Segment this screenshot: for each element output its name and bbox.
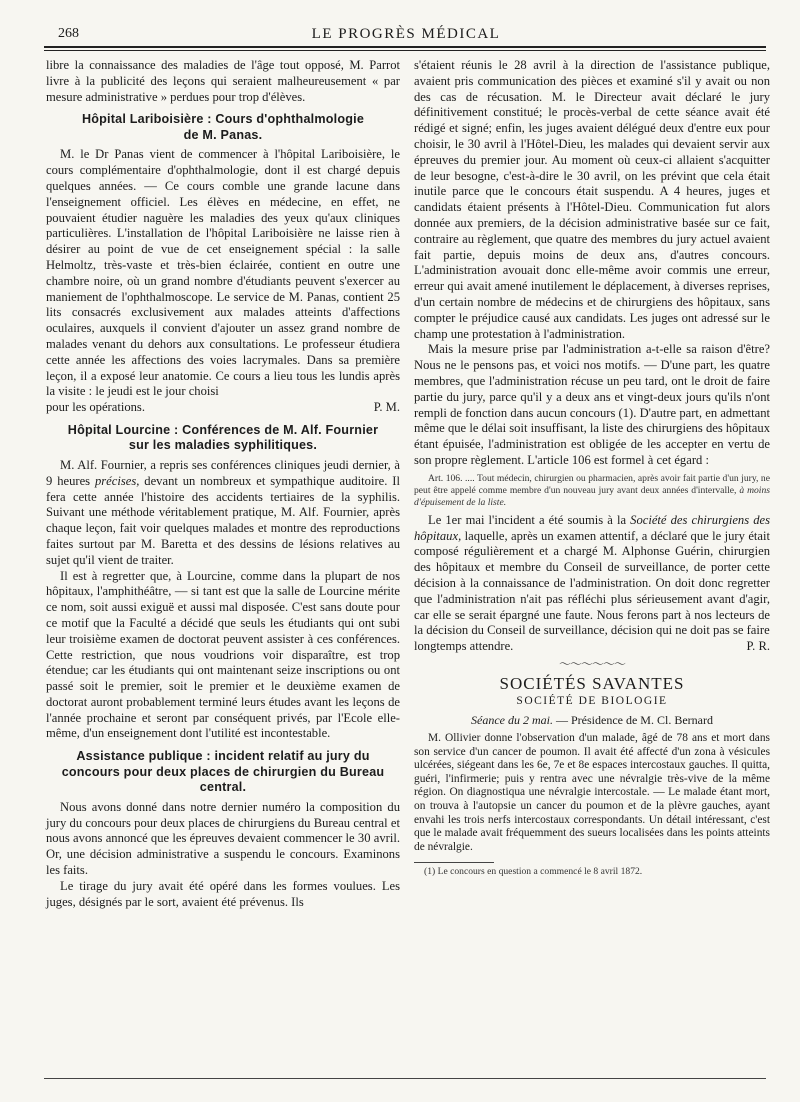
paragraph: s'étaient réunis le 28 avril à la direction de l'assistance publique, avaient pris communication des pièces et examiné s'il y avait ou non des cas de récusation. M. le Directeur avait déclaré le jury définitivement constitué; le procès-verbal de cette séance avait été rédigé et signé; enfin, les juges avaient délégué deux d'entre eux pour choisir, le 30 avril à l'Hôtel-Dieu, les malades qui devaient servir aux épreuves du premier jour. Au moment où ceux-ci allaient s'acquitter de leur besogne, c'est-à-dire le 30 avril, on les prévint que cela était inutile parce que le concours était suspendu. A 4 heures, juges et candidats étaient présents à l'Hôtel-Dieu. Communication fut alors donnée aux premiers, de la décision administrative basée sur ce fait, contraire au règlement, que quatre des membres du jury actuel avaient fait partie, depuis moins de deux ans, d'autres concours. L'administration avouait donc elle-même avoir commis une erreur, erreur qui avait amené inutilement le déplacement, à diverses reprises, d'un certain nombre de médecins et de chirurgiens des hôpitaux, sans compter le préjudice causé aux candidats. Les juges ont adressé sur le champ une protestation à l'administration.	[414, 58, 770, 341]
section-heading-assistance: Assistance publique : incident relatif au jury du concours pour deux places de chirurgien du Bureau central.	[61, 749, 385, 795]
page-number: 268	[58, 26, 79, 41]
signature-line	[414, 639, 770, 655]
footnote: (1) Le concours en question a commencé le 8 avril 1872.	[424, 866, 643, 878]
header-rule	[44, 46, 766, 48]
paragraph: M. Ollivier donne l'observation d'un malade, âgé de 78 ans et mort dans son service d'un cancer de poumon. Il avait été affecté d'un zona à vésicules ulcérées, siégeant dans les 6e, 7e et 8e espaces intercostaux gauches. Il quitta, guéri, l'infirmerie; puis y rentra avec une névralgie très-vive de la même région. On diagnostiqua une névralgie intercostale. — Le malade étant mort, on trouva à l'autopsie un cancer du poumon et de la plèvre gauches, ayant envahi les trois nerfs intercostaux correspondants. Un détail intéressant, c'est que le malade avait fréquemment des sueurs localisées dans les points atteints de névralgie.	[414, 732, 770, 853]
society-name: SOCIÉTÉ DE BIOLOGIE	[516, 695, 668, 708]
author-signature: P. R.	[746, 639, 770, 654]
journal-title: LE PROGRÈS MÉDICAL	[311, 26, 501, 42]
paragraph: Le 1er mai l'incident a été soumis à la Société des chirurgiens des hôpitaux, laquelle, après un examen attentif, a déclaré que le jury était composé régulièrement et a chargé M. Alphonse Guérin, chirurgien des hôpitaux et membre du Conseil de surveillance, de porter cette décision à la connaissance de l'administration. On doit donc regretter que l'administration n'ait pas réfléchi plus sérieusement avant d'agir, car elle se serait épargné une faute. Nous ferons part à nos lecteurs de la décision du Conseil de surveillance, décision qui ne doit pas se faire	[414, 512, 771, 638]
paragraph-end: longtemps attendre.	[414, 639, 514, 654]
left-column	[46, 58, 400, 910]
right-column	[414, 58, 770, 878]
session-line: Séance du 2 mai. — Présidence de M. Cl. Bernard	[471, 713, 713, 728]
paragraph: M. le Dr Panas vient de commencer à l'hôpital Lariboisière, le cours complémentaire d'ophthalmologie, dont il est chargé depuis quelques années. — Ce cours comble une grande lacune dans l'enseignement officiel. Les élèves en médecine, en effet, ne pouvaient étudier naguère les maladies des yeux qu'aux cliniques particulières. L'installation de l'hôpital Lariboisière ne laisse rien à désirer au point de vue de cet enseignement spécial : la salle Helmoltz, très-vaste et très-bien éclairée, contient en outre une chambre noire, où un grand nombre d'étudiants peuvent s'exercer au maniement de l'ophthalmoscope. Le service de M. Panas, contient 25 lits consacrés exclusivement aux malades atteints d'affections oculaires, auxquels il convient d'ajouter un assez grand nombre de malades venant du dehors aux consultations. Le professeur étudiera cette année les affections des voies lacrymales. Dans sa première leçon, il a exposé leur anatomie. Ce cours a lieu tous les lundis après la visite : le jeudi est le jour choisi	[46, 147, 400, 399]
header-rule-thin	[44, 50, 766, 51]
footnote-rule	[414, 862, 494, 863]
author-signature: P. M.	[373, 400, 400, 415]
paragraph: libre la connaissance des maladies de l'âge tout opposé, M. Parrot livre à la publicité des leçons qui seraient malheureusement « par mesure administrative » perdues pour trop d'élèves.	[46, 58, 400, 104]
signature-line	[46, 400, 400, 416]
section-heading-lariboisiere: Hôpital Lariboisière : Cours d'ophthalmologie de M. Panas.	[81, 112, 365, 142]
section-title: SOCIÉTÉS SAVANTES	[499, 673, 685, 693]
section-heading-lourcine: Hôpital Lourcine : Conférences de M. Alf. Fournier sur les maladies syphilitiques.	[67, 422, 379, 453]
page-header	[48, 26, 764, 44]
ornament-divider: 〜〜〜〜〜〜	[558, 656, 625, 671]
paragraph-end: pour les opérations.	[46, 400, 145, 415]
paragraph: Il est à regretter que, à Lourcine, comme dans la plupart de nos hôpitaux, l'amphithéâtre, — si tant est que la salle de Lourcine mérite ce nom, soit aussi exiguë et aussi mal disposée. C'est sans doute pour ce motif que la Faculté a décidé que seuls les étudiants qui ont subi leur troisième examen de doctorat peuvent assister à ces conférences. Cette restriction, que nous voudrions voir disparaître, est trop étendue; car les étudiants qui ont maintenant seize inscriptions ou ont passé soit le premier, soit le premier et le deuxième examen de doctorat auront probablement terminé leurs études avant les leçons de l'année prochaine et seront par conséquent privés, par l'Ecole elle-même, d'un enseignement dont l'utilité est incontestable.	[46, 568, 400, 741]
article-quote: Art. 106. .... Tout médecin, chirurgien ou pharmacien, après avoir fait partie d'un jury, ne peut être appelé comme membre d'un nouveau jury avant deux années d'intervalle, à moins d'épuisement de la liste.	[414, 472, 770, 508]
paragraph: M. Alf. Fournier, a repris ses conférences cliniques jeudi dernier, à 9 heures précises, devant un nombreux et sympathique auditoire. Il fera cette année l'histoire des accidents tertiaires de la syphilis. Suivant une méthode véritablement pratique, M. Alf. Fournier, après chaque leçon, fait voir quelques malades et montre des reproductions faites surtout par M. Baretta et des dessins de lésions relatives au sujet qu'il vient de traiter.	[46, 457, 400, 567]
bottom-rule	[44, 1078, 766, 1079]
paragraph: Nous avons donné dans notre dernier numéro la composition du jury du concours pour deux places de chirurgiens du Bureau central et nous avons annoncé que les épreuves devaient commencer le 30 avril. Or, une décision administrative a suspendu le concours. Examinons les faits.	[46, 799, 400, 877]
paragraph: Le tirage du jury avait été opéré dans les formes voulues. Les juges, désignés par le sort, avaient été prévenus. Ils	[46, 878, 400, 909]
paragraph: Mais la mesure prise par l'administration a-t-elle sa raison d'être? Nous ne le pensons pas, et voici nos motifs. — D'une part, les quatre membres, que l'administration récuse un peu tard, ont le droit de faire partie du jury, parce qu'il y a deux ans et vingt-deux jours qu'ils n'ont rempli de fonction dans aucun concours (1). D'autre part, en admettant même que le délai soit insuffisant, la liste des chirurgiens des hôpitaux étant épuisée, l'administration est obligée de les accepter en vertu de son propre règlement. L'article 106 est formel à cet égard :	[414, 342, 770, 467]
